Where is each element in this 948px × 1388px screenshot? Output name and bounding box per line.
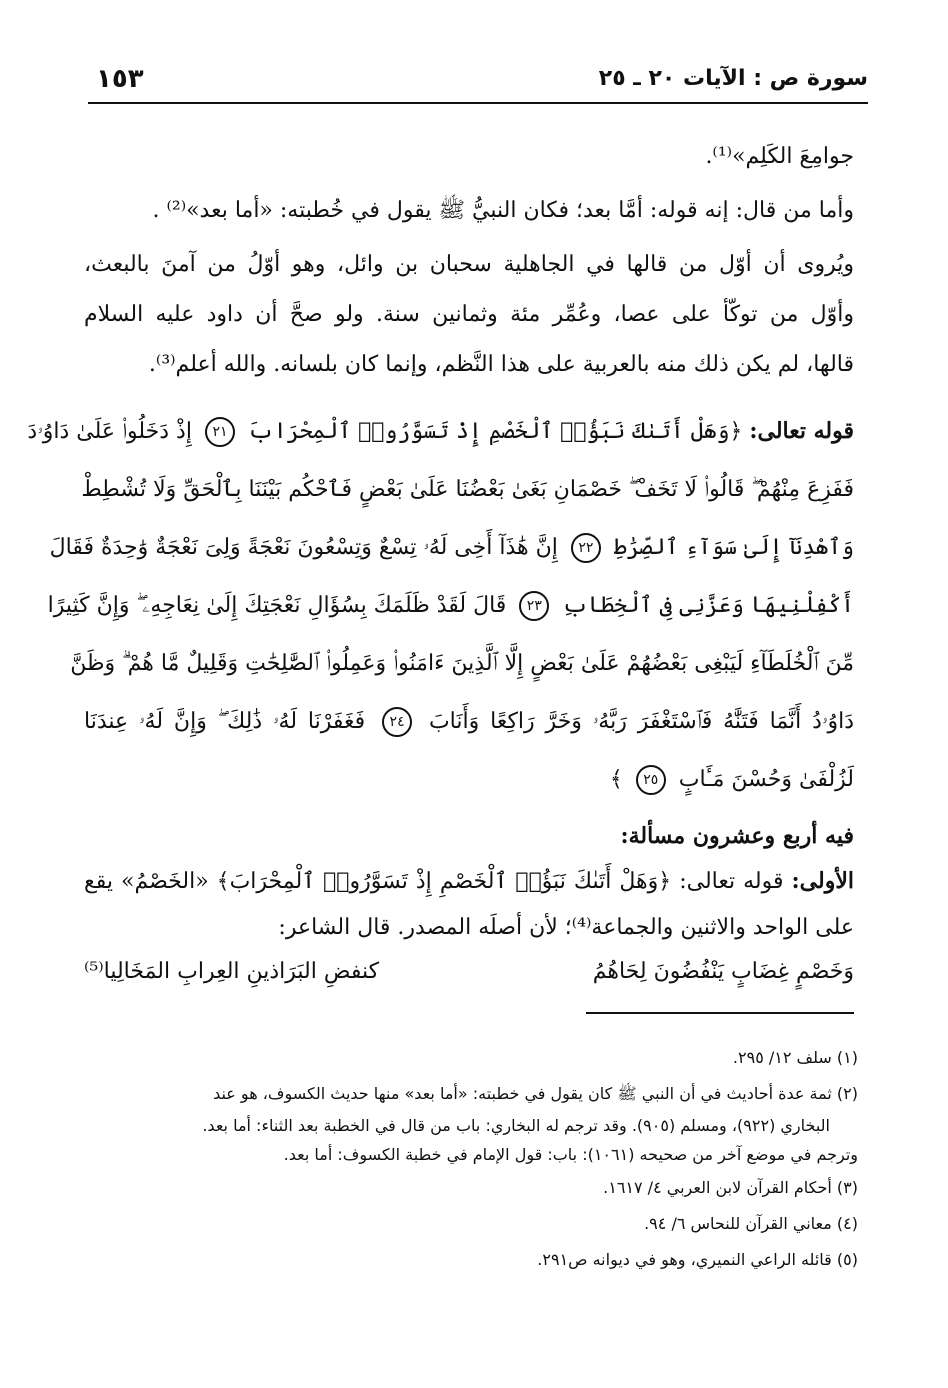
quran-text: وَٱهْدِنَآ إِلَىٰ سَوَآءِ ٱلصِّرَٰطِ — [613, 535, 854, 560]
quran-text: دَاوُۥدُ أَنَّمَا فَتَنَّٰهُ فَٱسْتَغْفَرَ رَبَّهُۥ وَخَرَّ رَاكِعًا وَأَنَابَ — [428, 709, 855, 734]
poem-verse — [84, 952, 854, 992]
verse-number-21: ٢١ — [205, 417, 235, 447]
quran-text: ﴾ — [609, 767, 623, 792]
footnote-3: (٣) أحكام القرآن لابن العربي ٤/ ١٦١٧. — [603, 1178, 858, 1197]
main-text — [27, 140, 855, 992]
section-title: فيه أربع وعشرون مسألة: — [620, 823, 854, 849]
footnote-2-line-1: (٢) ثمة عدة أحاديث في أن النبي ﷺ كان يقول في خطبته: «أما بعد» منها حديث الكسوف، هو عند — [213, 1084, 858, 1103]
quran-text: إِذْ دَخَلُوا۟ عَلَىٰ دَاوُۥدَ — [27, 419, 192, 444]
footnote-4: (٤) معاني القرآن للنحاس ٦/ ٩٤. — [644, 1214, 858, 1233]
verse-number-22: ٢٢ — [571, 533, 601, 563]
quran-text: ﴿وَهَلْ أَتَىٰكَ نَبَؤُا۟ ٱلْخَصْمِ إِذْ تَسَوَّرُوا۟ ٱلْمِحْرَابَ — [247, 419, 743, 444]
quran-passage — [27, 402, 855, 809]
quran-text: لَزُلْفَىٰ وَحُسْنَ مَـَٔابٍ — [678, 767, 854, 792]
quran-text: قَالَ لَقَدْ ظَلَمَكَ بِسُؤَالِ نَعْجَتِكَ إِلَىٰ نِعَاجِهِۦ ۖ وَإِنَّ كَثِيرًا — [47, 593, 507, 618]
poem-first-hemistich: وَخَصْمٍ غِضَابٍ يَنْفُضُونَ لِحَاهُمُ — [592, 959, 854, 984]
running-header — [88, 58, 868, 104]
quran-text: إِنَّ هَٰذَآ أَخِى لَهُۥ تِسْعٌ وَتِسْعُونَ نَعْجَةً وَلِىَ نَعْجَةٌ وَٰحِدَةٌ فَقَالَ — [49, 535, 558, 560]
quran-line-2: فَفَزِعَ مِنْهُمْ ۖ قَالُوا۟ لَا تَخَفْ ۖ خَصْمَانِ بَغَىٰ بَعْضُنَا عَلَىٰ بَعْضٍ فَٱحْكُم بَيْنَنَا بِٱلْحَقِّ وَلَا تُشْطِطْ — [81, 477, 854, 502]
paragraph-3 — [84, 248, 854, 382]
footnote-divider — [586, 1012, 854, 1014]
quran-label: قوله تعالى: — [749, 418, 854, 444]
footnote-2-line-3: وترجم في موضع آخر من صحيحه (١٠٦١): باب: قول الإمام في خطبة الكسوف: أما بعد. — [283, 1145, 858, 1164]
poem-second-hemistich: كنفضِ البَرَاذينِ العِرابِ المَخَالِيا⁽⁵⁾ — [84, 959, 380, 984]
header-title: سورة ص : الآيات ٢٠ ـ ٢٥ — [598, 66, 868, 91]
verse-number-23: ٢٣ — [519, 591, 549, 621]
issue-1-line-1 — [84, 861, 854, 902]
quran-line-1 — [27, 402, 854, 461]
quran-line-7 — [84, 751, 854, 809]
footnotes — [84, 1040, 858, 1278]
quran-text: أَكْفِلْنِيهَا وَعَزَّنِى فِى ٱلْخِطَابِ — [562, 593, 854, 618]
issue-1-label: الأولى: — [791, 868, 854, 894]
paragraph-3-line-2: وأوّل من توكّأ على عصا، وعُمِّر مئة وثمانين سنة. ولو صحَّ أن داود عليه السلام — [84, 302, 854, 327]
footnote-1: (١) سلف ١٢/ ٢٩٥. — [732, 1048, 858, 1067]
footnote-2-line-2: البخاري (٩٢٢)، ومسلم (٩٠٥). وقد ترجم له البخاري: باب من قال في الخطبة بعد الثناء: أما بعد. — [202, 1116, 830, 1135]
page-number: ١٥٣ — [96, 64, 144, 94]
quran-line-5: مِّنَ ٱلْخُلَطَآءِ لَيَبْغِى بَعْضُهُمْ عَلَىٰ بَعْضٍ إِلَّا ٱلَّذِينَ ءَامَنُوا۟ وَعَمِلُوا۟ ٱلصَّٰلِحَٰتِ وَقَلِيلٌ مَّا هُمْ ۗ وَظَنَّ — [70, 651, 854, 676]
quran-text: فَغَفَرْنَا لَهُۥ ذَٰلِكَ ۖ وَإِنَّ لَهُۥ عِندَنَا — [84, 709, 366, 734]
issue-1-line-2: على الواحد والاثنين والجماعة⁽⁴⁾؛ لأن أصلَه المصدر. قال الشاعر: — [278, 915, 854, 940]
quran-line-3 — [49, 519, 854, 577]
paragraph-3-line-1: ويُروى أن أوّل من قالها في الجاهلية سحبان بن وائل، وهو أوّلُ من آمنَ بالبعث، — [84, 252, 854, 277]
verse-number-24: ٢٤ — [382, 707, 412, 737]
quran-line-4 — [47, 577, 854, 635]
paragraph-3-line-3: قالها، لم يكن ذلك منه بالعربية على هذا النَّظم، وإنما كان بلسانه. والله أعلم⁽³⁾. — [148, 352, 854, 377]
verse-number-25: ٢٥ — [636, 765, 666, 795]
issue-1-text: قوله تعالى: ﴿وَهَلْ أَتَىٰكَ نَبَؤُا۟ ٱلْخَصْمِ إِذْ تَسَوَّرُوا۟ ٱلْمِحْرَابَ﴾ «الخَصْمُ» يقع — [84, 869, 784, 894]
quran-line-6 — [84, 693, 854, 751]
footnote-5: (٥) قائله الراعي النميري، وهو في ديوانه ص٢٩١. — [537, 1250, 858, 1269]
paragraph-2: وأما من قال: إنه قوله: أمَّا بعد؛ فكان النبيُّ ﷺ يقول في خُطبته: «أما بعد»⁽²⁾ . — [152, 198, 854, 223]
paragraph-1: جوامِعَ الكَلِم»⁽¹⁾. — [705, 144, 854, 169]
